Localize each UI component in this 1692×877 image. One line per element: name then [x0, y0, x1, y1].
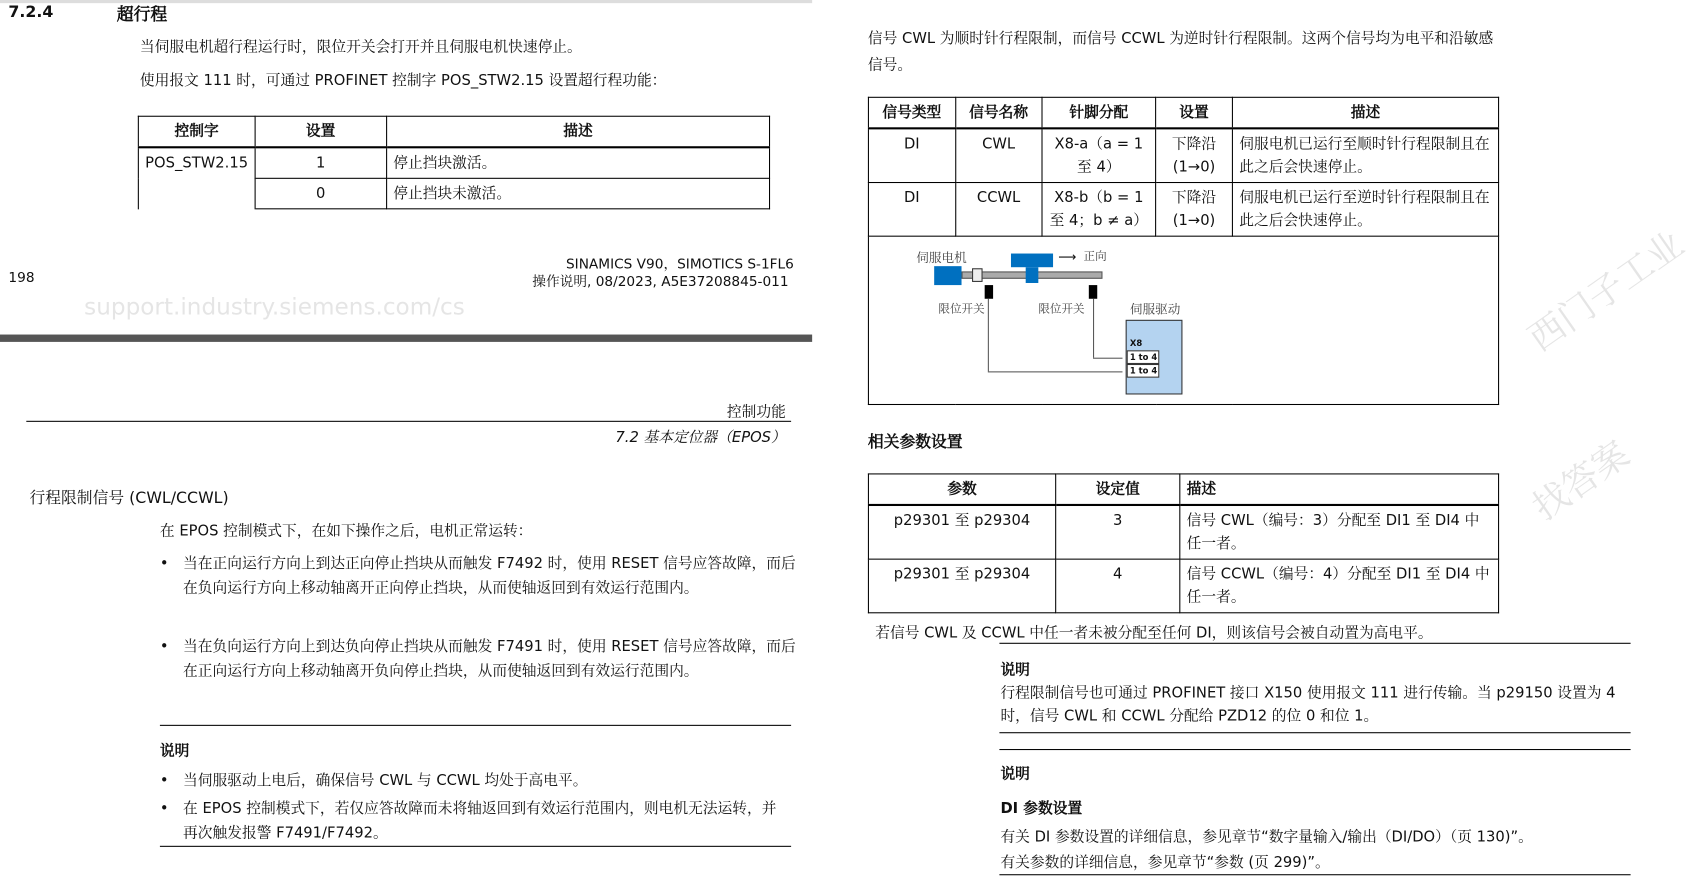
note-bullet: • 在 EPOS 控制模式下，若仅应答故障而未将轴返回到有效运行范围内，则电机无法运转，并再次触发报警 F7491/F7492。: [159, 800, 777, 842]
cell: 下降沿 (1→0): [1156, 183, 1233, 237]
bullet-text: 在 EPOS 控制模式下，若仅应答故障而未将轴返回到有效运行范围内，则电机无法运转，并再次触发报警 F7491/F7492。: [183, 800, 777, 842]
cell: 1: [255, 147, 387, 178]
divider: [999, 874, 1630, 875]
wire: [1093, 358, 1122, 359]
heading: 行程限制信号 (CWL/CCWL): [29, 488, 229, 508]
limit-switch-icon: [1089, 285, 1097, 299]
paragraph: 若信号 CWL 及 CCWL 中任一者未被分配至任何 DI，则该信号会被自动置为高电平。: [875, 624, 1433, 642]
param-heading: 相关参数设置: [867, 432, 963, 452]
note-text: 行程限制信号也可通过 PROFINET 接口 X150 使用报文 111 进行传输。当 p29150 设置为 4 时，信号 CWL 和 CCWL 分配给 PZD12 的位 0 和位 1。: [1000, 684, 1616, 725]
bullet-item: • 当在正向运行方向上到达正向停止挡块从而触发 F7492 时，使用 RESET 信号应答故障，而后在负向运行方向上移动轴离开正向停止挡块，从而使轴返回到有效运行范围内。: [159, 555, 796, 597]
cross-reference-link[interactable]: 有关参数的详细信息，参见章节“参数 (页 299)”。: [1000, 854, 1330, 872]
limit-switch-icon: [985, 285, 993, 299]
th: 描述: [386, 116, 769, 147]
bullet-text: 当在正向运行方向上到达正向停止挡块从而触发 F7492 时，使用 RESET 信号应答故障，而后在负向运行方向上移动轴离开正向停止挡块，从而使轴返回到有效运行范围内。: [183, 555, 796, 597]
servo-drive-icon: [1126, 320, 1183, 395]
cell: 停止挡块激活。: [386, 147, 769, 178]
divider: [999, 732, 1630, 733]
cell: 信号 CCWL（编号：4）分配至 DI1 至 DI4 中任一者。: [1180, 559, 1499, 613]
carriage-icon: [1026, 267, 1039, 283]
th: 描述: [1232, 97, 1498, 128]
footer-product: SINAMICS V90，SIMOTICS S-1FL6: [565, 256, 794, 273]
footer-doc: 操作说明, 08/2023, A5E37208845-011: [532, 274, 789, 291]
cell: DI: [868, 128, 955, 182]
cell: 伺服电机已运行至逆时针行程限制且在此之后会快速停止。: [1232, 183, 1498, 237]
note-subtitle: DI 参数设置: [1000, 800, 1083, 818]
th: 信号名称: [955, 97, 1042, 128]
cell: 下降沿 (1→0): [1156, 128, 1233, 182]
th: 设置: [255, 116, 387, 147]
cell: CWL: [955, 128, 1042, 182]
switch-label: 限位开关: [1038, 301, 1085, 316]
section-number: 7.2.4: [8, 2, 54, 22]
port-label: 1 to 4: [1127, 364, 1160, 378]
cell: p29301 至 p29304: [868, 559, 1055, 613]
motor-icon: [934, 266, 961, 285]
cell: 停止挡块未激活。: [386, 178, 769, 209]
coupling-icon: [972, 268, 983, 282]
watermark: 西门子工业: [1521, 223, 1692, 361]
paragraph: 信号 CWL 为顺时针行程限制，而信号 CCWL 为逆时针行程限制。这两个信号均为电平和沿敏感信号。: [867, 30, 1494, 74]
cell: CCWL: [955, 183, 1042, 237]
page-separator: [0, 335, 812, 342]
watermark: 找答案: [1525, 433, 1638, 530]
port-label: 1 to 4: [1127, 350, 1160, 364]
divider: [26, 421, 791, 422]
paragraph: 在 EPOS 控制模式下，在如下操作之后，电机正常运转：: [159, 522, 533, 540]
cell: DI: [868, 183, 955, 237]
note-bullet: • 当伺服驱动上电后，确保信号 CWL 与 CCWL 均处于高电平。: [159, 772, 588, 790]
divider: [160, 846, 791, 847]
divider: [160, 725, 791, 726]
motor-label: 伺服电机: [916, 250, 967, 266]
page-number: 198: [8, 270, 35, 287]
paragraph: 使用报文 111 时，可通过 PROFINET 控制字 POS_STW2.15 设置超行程功能：: [139, 72, 667, 90]
th: 控制字: [138, 116, 255, 147]
cell: p29301 至 p29304: [868, 505, 1055, 559]
cell: 4: [1056, 559, 1180, 613]
connector-label: X8: [1129, 338, 1143, 349]
cell: POS_STW2.15: [138, 147, 255, 209]
divider: [999, 749, 1630, 750]
th: 设定值: [1056, 474, 1180, 505]
wiring-diagram: [868, 236, 1498, 404]
carriage-icon: [1011, 254, 1053, 268]
th: 针脚分配: [1042, 97, 1156, 128]
arrow-right-icon: ⟶: [1058, 249, 1077, 265]
direction-label: 正向: [1083, 249, 1107, 263]
wire: [1093, 299, 1094, 358]
paragraph: 当伺服电机超行程运行时，限位开关会打开并且伺服电机快速停止。: [139, 38, 582, 56]
bullet-item: • 当在负向运行方向上到达负向停止挡块从而触发 F7491 时，使用 RESET 信号应答故障，而后在正向运行方向上移动轴离开负向停止挡块，从而使轴返回到有效运行范围内。: [159, 638, 796, 680]
bullet-text: 当伺服驱动上电后，确保信号 CWL 与 CCWL 均处于高电平。: [183, 772, 588, 790]
right-column: [868, 26, 1499, 642]
note-title: 说明: [1000, 661, 1030, 679]
cell: 0: [255, 178, 387, 209]
section-title: 超行程: [116, 4, 168, 25]
wire: [988, 299, 989, 372]
bullet-text: 当在负向运行方向上到达负向停止挡块从而触发 F7491 时，使用 RESET 信号应答故障，而后在正向运行方向上移动轴离开负向停止挡块，从而使轴返回到有效运行范围内。: [183, 638, 796, 680]
th: 设置: [1156, 97, 1233, 128]
note-title: 说明: [1000, 765, 1030, 783]
switch-label: 限位开关: [938, 301, 985, 316]
divider: [999, 643, 1630, 644]
running-header-section: 7.2 基本定位器（EPOS）: [615, 429, 786, 447]
control-word-table: [138, 116, 770, 210]
drive-label: 伺服驱动: [1129, 301, 1181, 317]
cell: X8-a（a = 1 至 4）: [1042, 128, 1156, 182]
running-header-chapter: 控制功能: [726, 403, 786, 421]
th: 参数: [868, 474, 1055, 505]
cell: 3: [1056, 505, 1180, 559]
th: 描述: [1180, 474, 1499, 505]
cell: X8-b（b = 1 至 4；b ≠ a）: [1042, 183, 1156, 237]
watermark: support.industry.siemens.com/cs: [84, 294, 465, 321]
parameter-table: [868, 473, 1499, 613]
wire: [988, 371, 1123, 372]
cell: 信号 CWL（编号：3）分配至 DI1 至 DI4 中任一者。: [1180, 505, 1499, 559]
cross-reference-link[interactable]: 有关 DI 参数设置的详细信息，参见章节“数字量输入/输出（DI/DO）（页 130)”。: [1000, 828, 1533, 846]
cell: 伺服电机已运行至顺时针行程限制且在此之后会快速停止。: [1232, 128, 1498, 182]
signal-table: [868, 97, 1499, 405]
note-title: 说明: [159, 742, 190, 760]
th: 信号类型: [868, 97, 955, 128]
